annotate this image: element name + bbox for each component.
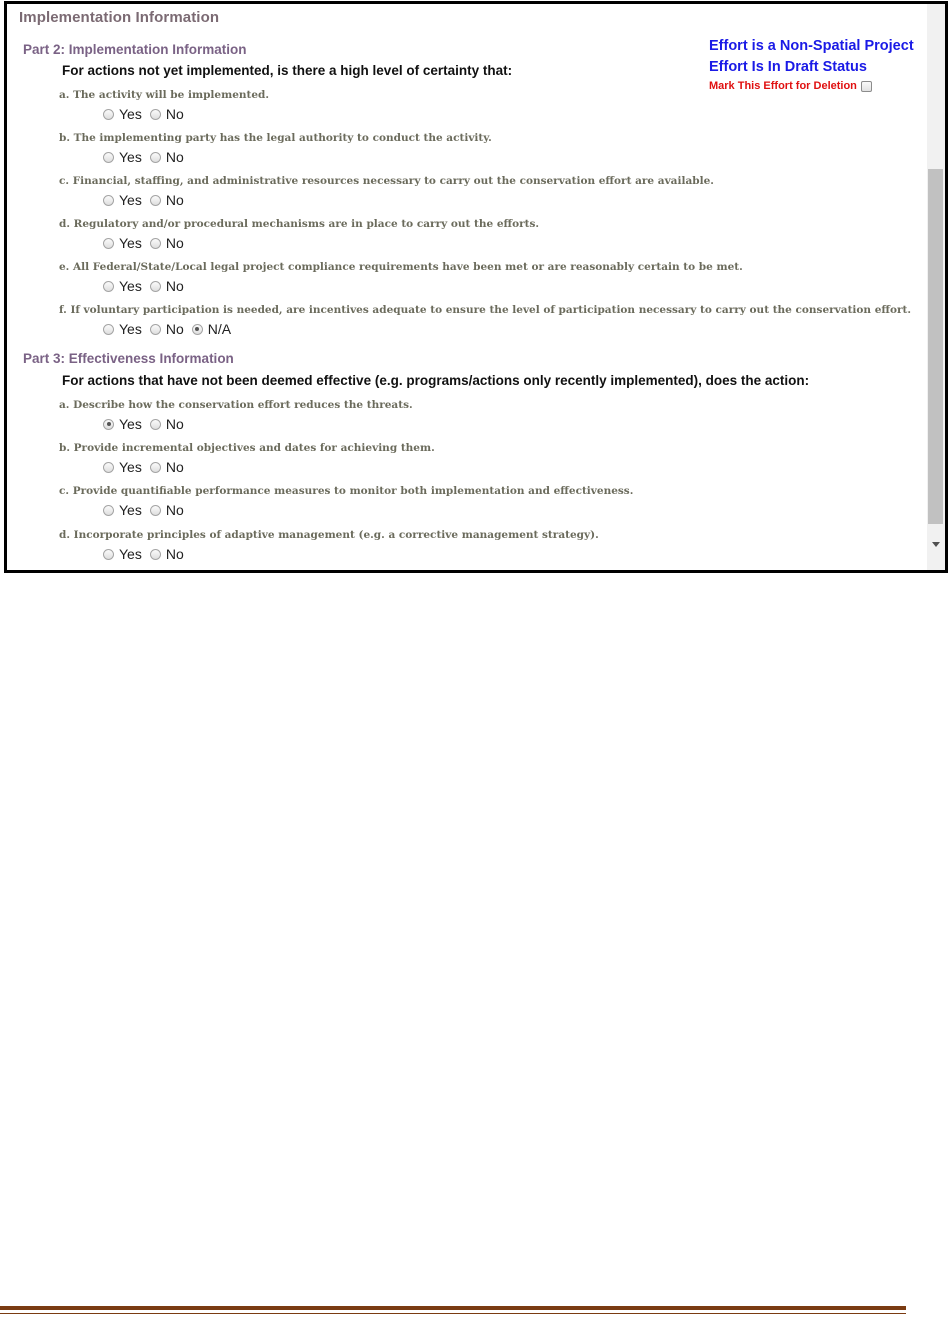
- part3-question-d: [59, 529, 599, 562]
- part3-title: Part 3: Effectiveness Information: [23, 351, 234, 366]
- question-text: a. The activity will be implemented.: [59, 89, 270, 101]
- option-label: Yes: [119, 235, 142, 251]
- option-label: No: [165, 235, 184, 251]
- radio-no[interactable]: [150, 419, 161, 430]
- radio-yes[interactable]: [103, 324, 114, 335]
- option-label: No: [165, 502, 184, 518]
- radio-no[interactable]: [150, 281, 161, 292]
- part2-question-e: [59, 261, 743, 294]
- part2-intro: For actions not yet implemented, is there a high level of certainty that:: [62, 63, 513, 78]
- delete-label: Mark This Effort for Deletion: [709, 80, 857, 92]
- answer-options: [103, 278, 743, 294]
- non-spatial-status: Effort is a Non-Spatial Project: [709, 38, 914, 54]
- radio-no[interactable]: [150, 505, 161, 516]
- option-label: No: [165, 459, 184, 475]
- radio-no[interactable]: [150, 462, 161, 473]
- radio-no[interactable]: [150, 549, 161, 560]
- radio-yes[interactable]: [103, 238, 114, 249]
- option-label: N/A: [207, 321, 232, 337]
- radio-yes[interactable]: [103, 281, 114, 292]
- answer-options: [103, 149, 492, 165]
- question-text: b. The implementing party has the legal authority to conduct the activity.: [59, 132, 492, 144]
- question-text: c. Provide quantifiable performance measures to monitor both implementation and effectiveness.: [59, 485, 634, 497]
- answer-options: [103, 416, 413, 432]
- radio-yes[interactable]: [103, 419, 114, 430]
- option-label: No: [165, 192, 184, 208]
- part2-question-c: [59, 175, 714, 208]
- part3-question-b: [59, 442, 435, 475]
- radio-yes[interactable]: [103, 505, 114, 516]
- part2-title: Part 2: Implementation Information: [23, 42, 247, 57]
- footer-rule-thin: [0, 1313, 906, 1314]
- form-content: [7, 4, 925, 570]
- option-label: Yes: [119, 278, 142, 294]
- radio-no[interactable]: [150, 238, 161, 249]
- part2-question-a: [59, 89, 269, 122]
- radio-yes[interactable]: [103, 195, 114, 206]
- radio-yes[interactable]: [103, 152, 114, 163]
- question-text: b. Provide incremental objectives and dates for achieving them.: [59, 442, 435, 454]
- question-text: c. Financial, staffing, and administrative resources necessary to carry out the conservation effort are available.: [59, 175, 714, 187]
- answer-options: [103, 106, 269, 122]
- section-title: Implementation Information: [19, 9, 220, 26]
- part3-question-c: [59, 485, 633, 518]
- option-label: Yes: [119, 502, 142, 518]
- option-label: Yes: [119, 416, 142, 432]
- part3-question-a: [59, 399, 413, 432]
- answer-options: [103, 459, 435, 475]
- question-text: d. Incorporate principles of adaptive management (e.g. a corrective management strategy).: [59, 529, 599, 541]
- scroll-down-arrow-icon[interactable]: [932, 542, 940, 547]
- part2-question-d: [59, 218, 539, 251]
- option-label: Yes: [119, 459, 142, 475]
- option-label: Yes: [119, 106, 142, 122]
- option-label: No: [165, 321, 184, 337]
- option-label: Yes: [119, 192, 142, 208]
- question-text: a. Describe how the conservation effort reduces the threats.: [59, 399, 413, 411]
- part3-intro: For actions that have not been deemed effective (e.g. programs/actions only recently implemented), does the action:: [62, 373, 810, 388]
- option-label: No: [165, 106, 184, 122]
- option-label: Yes: [119, 321, 142, 337]
- radio-no[interactable]: [150, 195, 161, 206]
- part2-question-b: [59, 132, 492, 165]
- delete-checkbox[interactable]: [861, 81, 872, 92]
- footer-rule-thick: [0, 1306, 906, 1310]
- scrollbar-thumb[interactable]: [928, 169, 943, 524]
- radio-na[interactable]: [192, 324, 203, 335]
- radio-yes[interactable]: [103, 109, 114, 120]
- radio-no[interactable]: [150, 109, 161, 120]
- question-text: d. Regulatory and/or procedural mechanisms are in place to carry out the efforts.: [59, 218, 540, 230]
- radio-yes[interactable]: [103, 549, 114, 560]
- delete-row: [709, 80, 925, 92]
- screenshot-frame: [4, 1, 948, 573]
- option-label: No: [165, 546, 184, 562]
- question-text: f. If voluntary participation is needed, are incentives adequate to ensure the level of participation necessary to carry out the conservation effort.: [59, 304, 912, 316]
- answer-options: [103, 546, 599, 562]
- answer-options: [103, 235, 539, 251]
- question-text: e. All Federal/State/Local legal project compliance requirements have been met or are reasonably certain to be met.: [59, 261, 743, 273]
- answer-options: [103, 502, 633, 518]
- radio-yes[interactable]: [103, 462, 114, 473]
- option-label: No: [165, 149, 184, 165]
- answer-options: [103, 192, 714, 208]
- draft-status: Effort Is In Draft Status: [709, 59, 867, 75]
- answer-options: [103, 321, 911, 337]
- status-panel: [709, 36, 925, 92]
- radio-no[interactable]: [150, 324, 161, 335]
- part2-question-f: [59, 304, 911, 337]
- option-label: No: [165, 278, 184, 294]
- option-label: Yes: [119, 149, 142, 165]
- option-label: No: [165, 416, 184, 432]
- radio-no[interactable]: [150, 152, 161, 163]
- option-label: Yes: [119, 546, 142, 562]
- vertical-scrollbar[interactable]: [927, 4, 945, 570]
